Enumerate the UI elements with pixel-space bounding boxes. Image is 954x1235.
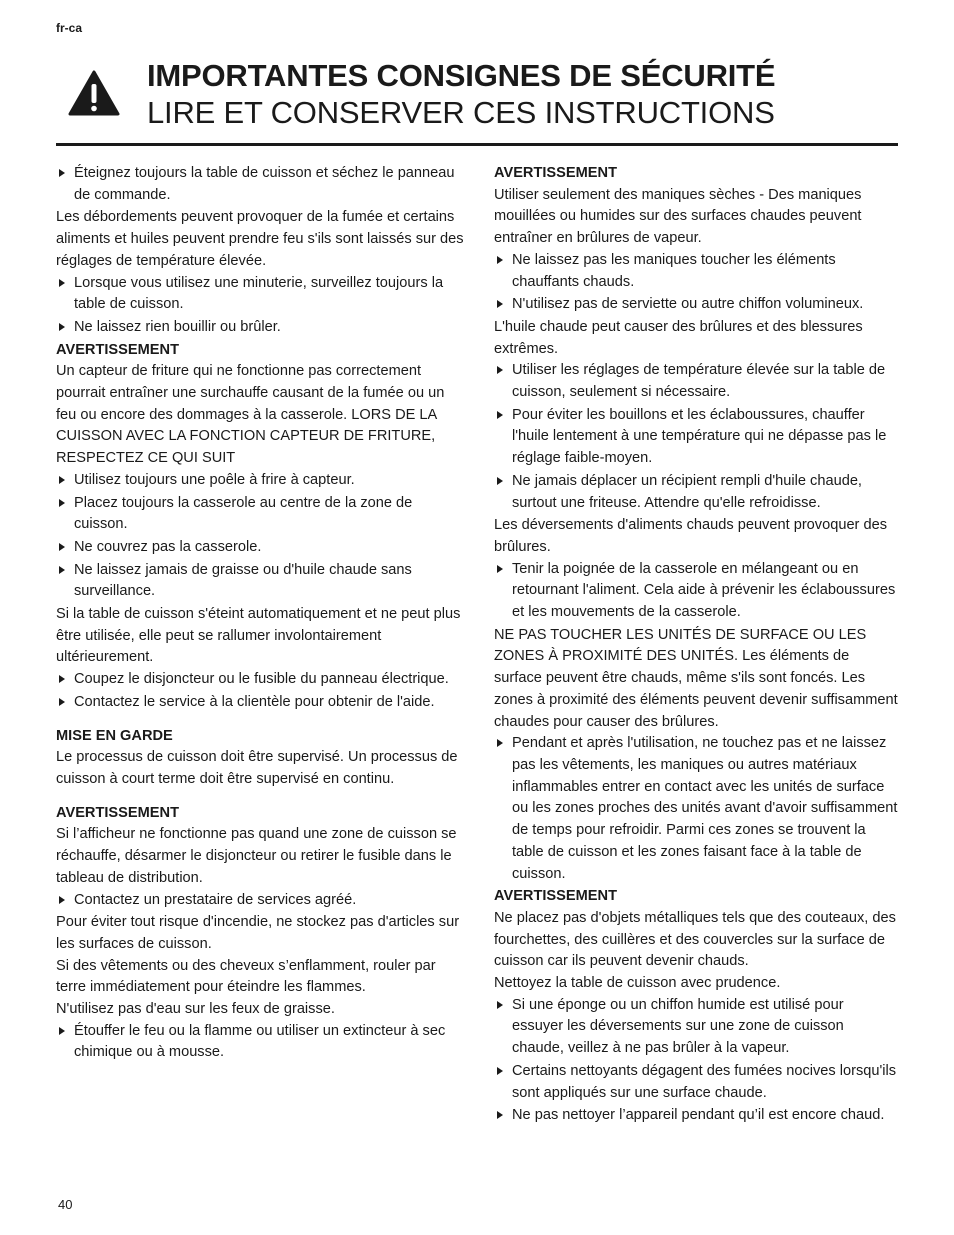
paragraph: Les débordements peuvent provoquer de la fumée et certains aliments et huiles peuvent prendre feu s'ils sont laissés sur des réglages de température élevée. (56, 209, 464, 269)
paragraph: Si la table de cuisson s'éteint automatiquement et ne peut plus être utilisée, elle peut se rallumer involontairement ultérieurement. (56, 606, 461, 666)
bullet-item: Coupez le disjoncteur ou le fusible du panneau électrique. (56, 669, 464, 691)
section-heading: MISE EN GARDE (56, 727, 173, 744)
paragraph: L'huile chaude peut causer des brûlures et des blessures extrêmes. (494, 318, 863, 357)
paragraph: Si l’afficheur ne fonctionne pas quand une zone de cuisson se réchauffe, désarmer le disjoncteur ou retirer le fusible dans le tableau de distribution. (56, 826, 457, 886)
header-divider (56, 143, 898, 146)
bullet-item: Pendant et après l'utilisation, ne touchez pas et ne laissez pas les vêtements, les maniques ou autres matériaux inflammables entrer en contact avec les unités de surface ou les zones proches des unités avant d'avoir suffisamment de temps pour refroidir. Parmi ces zones se trouvent la table de cuisson et les zones faisant face à la table de cuisson. (494, 733, 898, 885)
paragraph: Pour éviter tout risque d'incendie, ne stockez pas d'articles sur les surfaces de cuisson. (56, 914, 460, 952)
bullet-item: Contactez le service à la clientèle pour obtenir de l'aide. (56, 692, 464, 714)
left-column (56, 163, 464, 1065)
bullet-item: Étouffer le feu ou la flamme ou utiliser un extincteur à sec chimique ou à mousse. (56, 1021, 464, 1064)
page-title: IMPORTANTES CONSIGNES DE SÉCURITÉ (147, 58, 776, 93)
bullet-item: Ne laissez jamais de graisse ou d'huile chaude sans surveillance. (56, 560, 464, 603)
right-column (494, 163, 898, 1128)
paragraph: Ne placez pas d'objets métalliques tels que des couteaux, des fourchettes, des cuillères et des couvercles sur la surface de cuisson car ils peuvent devenir chauds. (494, 909, 896, 970)
bullet-item: Contactez un prestataire de services agréé. (56, 890, 464, 912)
page-subtitle: LIRE ET CONSERVER CES INSTRUCTIONS (147, 95, 775, 130)
bullet-item: Si une éponge ou un chiffon humide est utilisé pour essuyer les déversements sur une zone de cuisson chaude, veillez à ne pas brûler à la vapeur. (494, 995, 898, 1060)
language-code: fr-ca (56, 21, 83, 35)
section-heading: AVERTISSEMENT (494, 165, 617, 181)
bullet-item: Ne couvrez pas la casserole. (56, 537, 464, 559)
bullet-item: Utiliser les réglages de température élevée sur la table de cuisson, seulement si nécessaire. (494, 360, 898, 403)
bullet-item: Éteignez toujours la table de cuisson et séchez le panneau de commande. (56, 163, 464, 206)
page-number: 40 (58, 1197, 73, 1212)
bullet-item: Ne pas nettoyer l’appareil pendant qu’il est encore chaud. (494, 1105, 898, 1127)
paragraph: NE PAS TOUCHER LES UNITÉS DE SURFACE OU LES ZONES À PROXIMITÉ DES UNITÉS. Les éléments de surface peuvent être chauds, même s'ils sont foncés. Les zones à proximité des éléments peuvent devenir suffisamment chaudes pour causer des brûlures. (494, 626, 898, 730)
bullet-item: N'utilisez pas de serviette ou autre chiffon volumineux. (494, 294, 898, 316)
paragraph: Nettoyez la table de cuisson avec prudence. (494, 975, 781, 992)
section-heading: AVERTISSEMENT (56, 804, 179, 821)
bullet-item: Tenir la poignée de la casserole en mélangeant ou en retournant l'aliment. Cela aide à prévenir les éclaboussures et les mouvements de la casserole. (494, 559, 898, 624)
warning-triangle-icon (68, 70, 120, 116)
paragraph: N'utilisez pas d'eau sur les feux de graisse. (56, 1001, 335, 1018)
bullet-item: Placez toujours la casserole au centre de la zone de cuisson. (56, 493, 464, 536)
paragraph: Les déversements d'aliments chauds peuvent provoquer des brûlures. (494, 517, 887, 555)
bullet-item: Pour éviter les bouillons et les éclaboussures, chauffer l'huile lentement à une température qui ne dépasse pas le réglage faible-moyen. (494, 405, 898, 470)
paragraph: Un capteur de friture qui ne fonctionne pas correctement pourrait entraîner une surchauffe causant de la fumée ou un feu ou encore des dommages à la casserole. LORS DE LA CUISSON AVEC LA FONCTION CAPTEUR DE FRITURE, RESPECTEZ CE QUI SUIT (56, 363, 445, 467)
bullet-item: Utilisez toujours une poêle à frire à capteur. (56, 470, 464, 492)
section-heading: AVERTISSEMENT (494, 888, 617, 905)
bullet-item: Certains nettoyants dégagent des fumées nocives lorsqu'ils sont appliqués sur une surface chaude. (494, 1061, 898, 1104)
paragraph: Utiliser seulement des maniques sèches - Des maniques mouillées ou humides sur des surfaces chaudes peuvent entraîner en brûlures de vapeur. (494, 186, 862, 247)
bullet-item: Ne laissez rien bouillir ou brûler. (56, 317, 464, 339)
paragraph: Si des vêtements ou des cheveux s’enflamment, rouler par terre immédiatement pour éteindre les flammes. (56, 957, 436, 996)
bullet-item: Ne laissez pas les maniques toucher les éléments chauffants chauds. (494, 250, 898, 293)
paragraph: Le processus de cuisson doit être supervisé. Un processus de cuisson à court terme doit être supervisé en continu. (56, 749, 458, 787)
bullet-item: Ne jamais déplacer un récipient rempli d'huile chaude, surtout une friteuse. Attendre qu'elle refroidisse. (494, 471, 898, 514)
section-heading: AVERTISSEMENT (56, 341, 179, 358)
bullet-item: Lorsque vous utilisez une minuterie, surveillez toujours la table de cuisson. (56, 273, 464, 316)
